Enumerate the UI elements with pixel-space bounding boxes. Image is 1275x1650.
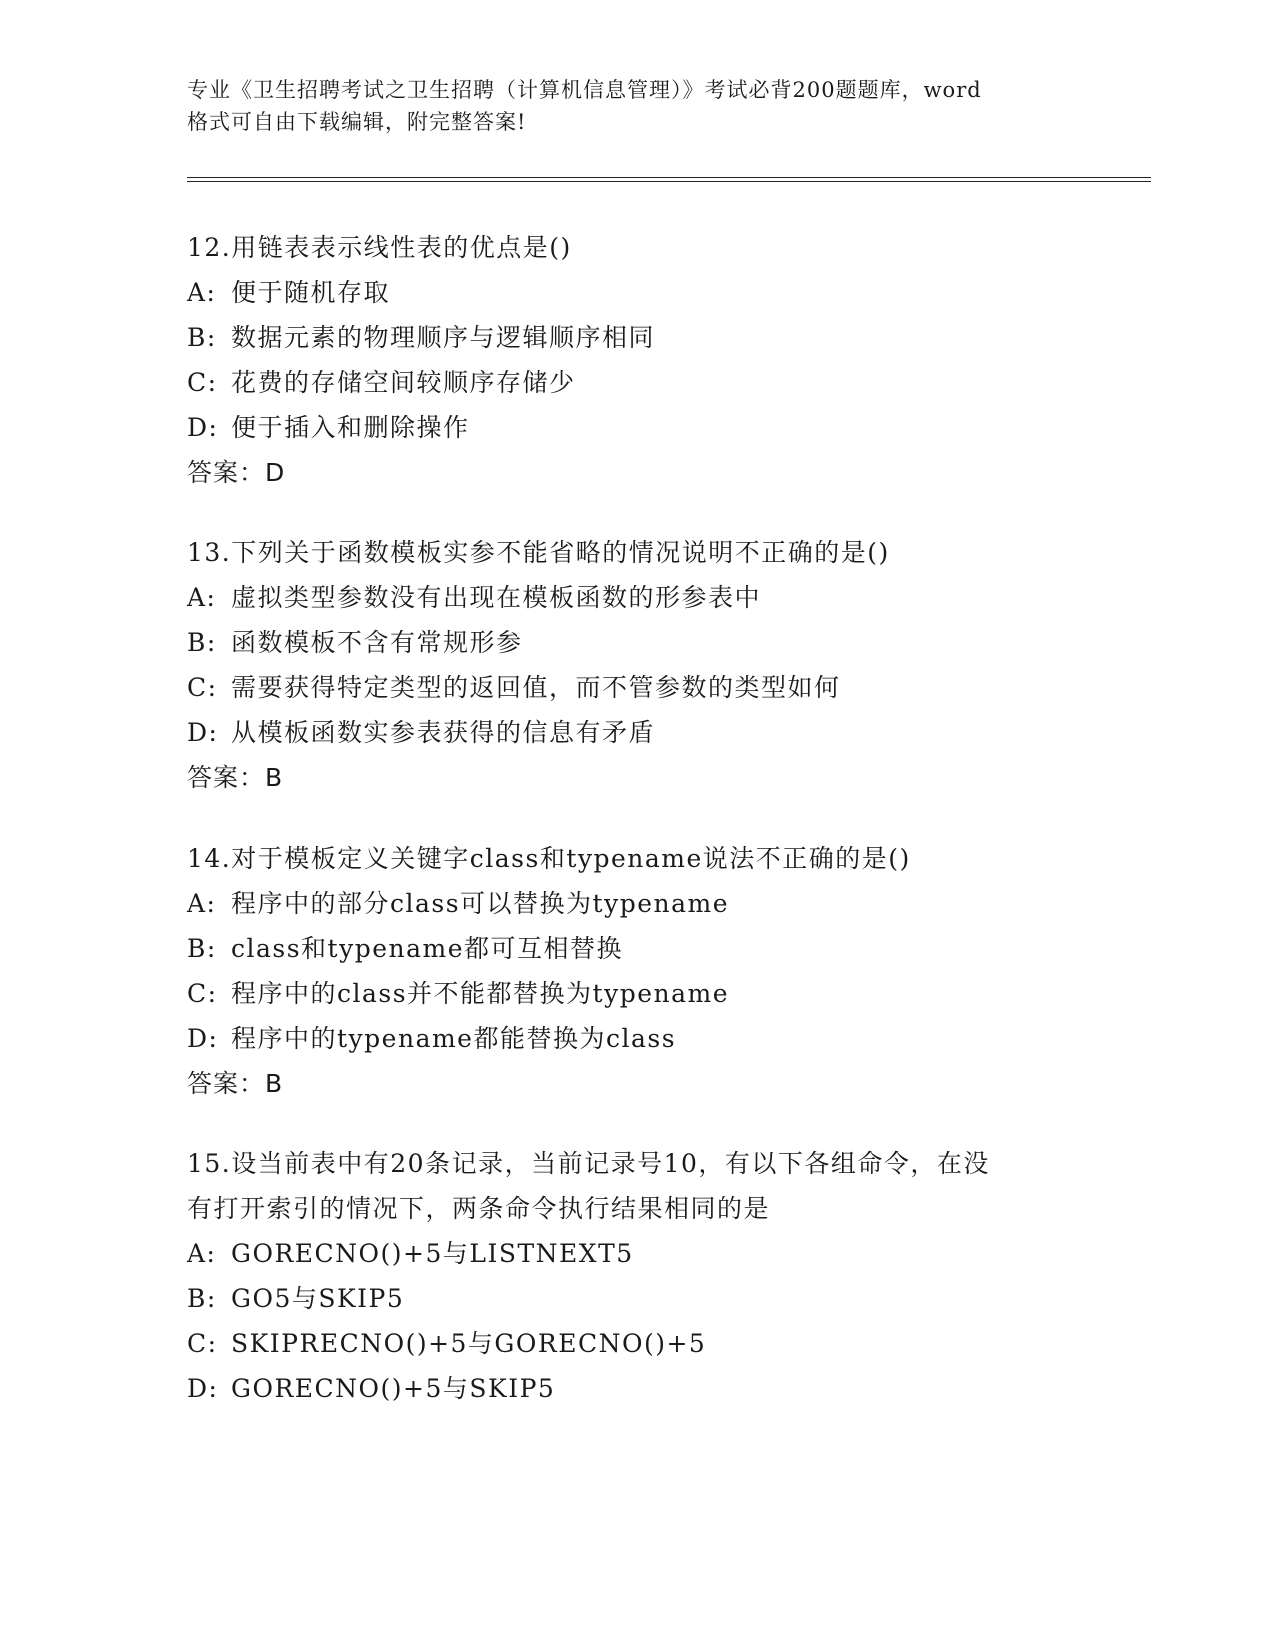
option-text: 从模板函数实参表获得的信息有矛盾: [231, 718, 656, 747]
option-c: [187, 360, 1147, 405]
option-c: [187, 971, 1147, 1016]
option-label: C:: [187, 1329, 218, 1358]
option-text: GO5与SKIP5: [231, 1284, 405, 1313]
option-label: A:: [187, 278, 217, 307]
option-text: 程序中的typename都能替换为class: [231, 1024, 677, 1053]
option-text: 虚拟类型参数没有出现在模板函数的形参表中: [231, 583, 762, 612]
option-d: [187, 1366, 1147, 1411]
question-title: 12.用链表表示线性表的优点是(): [187, 233, 572, 262]
option-text: 程序中的部分class可以替换为typename: [231, 889, 730, 918]
option-text: 函数模板不含有常规形参: [231, 628, 523, 657]
question-title-line-1: 15.设当前表中有20条记录，当前记录号10，有以下各组命令，在没: [187, 1149, 990, 1178]
option-label: B:: [187, 934, 217, 963]
option-text: 数据元素的物理顺序与逻辑顺序相同: [231, 323, 656, 352]
option-text: 需要获得特定类型的返回值，而不管参数的类型如何: [231, 673, 841, 702]
question-12: [187, 225, 1147, 495]
answer-line: 答案：D: [187, 458, 286, 487]
option-label: A:: [187, 583, 217, 612]
question-title: 14.对于模板定义关键字class和typename说法不正确的是(): [187, 844, 911, 873]
option-label: B:: [187, 628, 217, 657]
question-13: [187, 530, 1147, 800]
question-title-line-2: 有打开索引的情况下，两条命令执行结果相同的是: [187, 1194, 771, 1223]
option-text: 程序中的class并不能都替换为typename: [231, 979, 730, 1008]
option-label: D:: [187, 1374, 219, 1403]
option-text: SKIPRECNO()+5与GORECNO()+5: [231, 1329, 707, 1358]
option-a: [187, 575, 1147, 620]
option-text: GORECNO()+5与LISTNEXT5: [231, 1239, 634, 1268]
header-line-1: 专业《卫生招聘考试之卫生招聘（计算机信息管理）》考试必背200题题库，word: [187, 78, 982, 102]
option-label: A:: [187, 1239, 217, 1268]
option-a: [187, 270, 1147, 315]
option-b: [187, 315, 1147, 360]
answer-line: 答案：B: [187, 763, 284, 792]
option-text: 便于插入和删除操作: [231, 413, 470, 442]
option-label: D:: [187, 413, 219, 442]
question-title: 13.下列关于函数模板实参不能省略的情况说明不正确的是(): [187, 538, 890, 567]
option-d: [187, 1016, 1147, 1061]
header-double-rule: [187, 177, 1151, 182]
option-c: [187, 665, 1147, 710]
option-text: class和typename都可互相替换: [231, 934, 624, 963]
option-label: B:: [187, 1284, 217, 1313]
option-label: D:: [187, 1024, 219, 1053]
option-label: C:: [187, 368, 218, 397]
option-b: [187, 1276, 1147, 1321]
question-15: [187, 1141, 1147, 1411]
option-a: [187, 881, 1147, 926]
option-text: 便于随机存取: [231, 278, 391, 307]
option-label: C:: [187, 673, 218, 702]
option-b: [187, 926, 1147, 971]
option-d: [187, 710, 1147, 755]
option-label: A:: [187, 889, 217, 918]
answer-line: 答案：B: [187, 1069, 284, 1098]
question-14: [187, 836, 1147, 1106]
option-c: [187, 1321, 1147, 1366]
option-d: [187, 405, 1147, 450]
option-text: GORECNO()+5与SKIP5: [231, 1374, 556, 1403]
option-b: [187, 620, 1147, 665]
document-header: [187, 74, 1087, 138]
option-text: 花费的存储空间较顺序存储少: [231, 368, 576, 397]
option-label: B:: [187, 323, 217, 352]
option-label: C:: [187, 979, 218, 1008]
option-label: D:: [187, 718, 219, 747]
option-a: [187, 1231, 1147, 1276]
header-line-2: 格式可自由下载编辑，附完整答案!: [187, 110, 527, 134]
